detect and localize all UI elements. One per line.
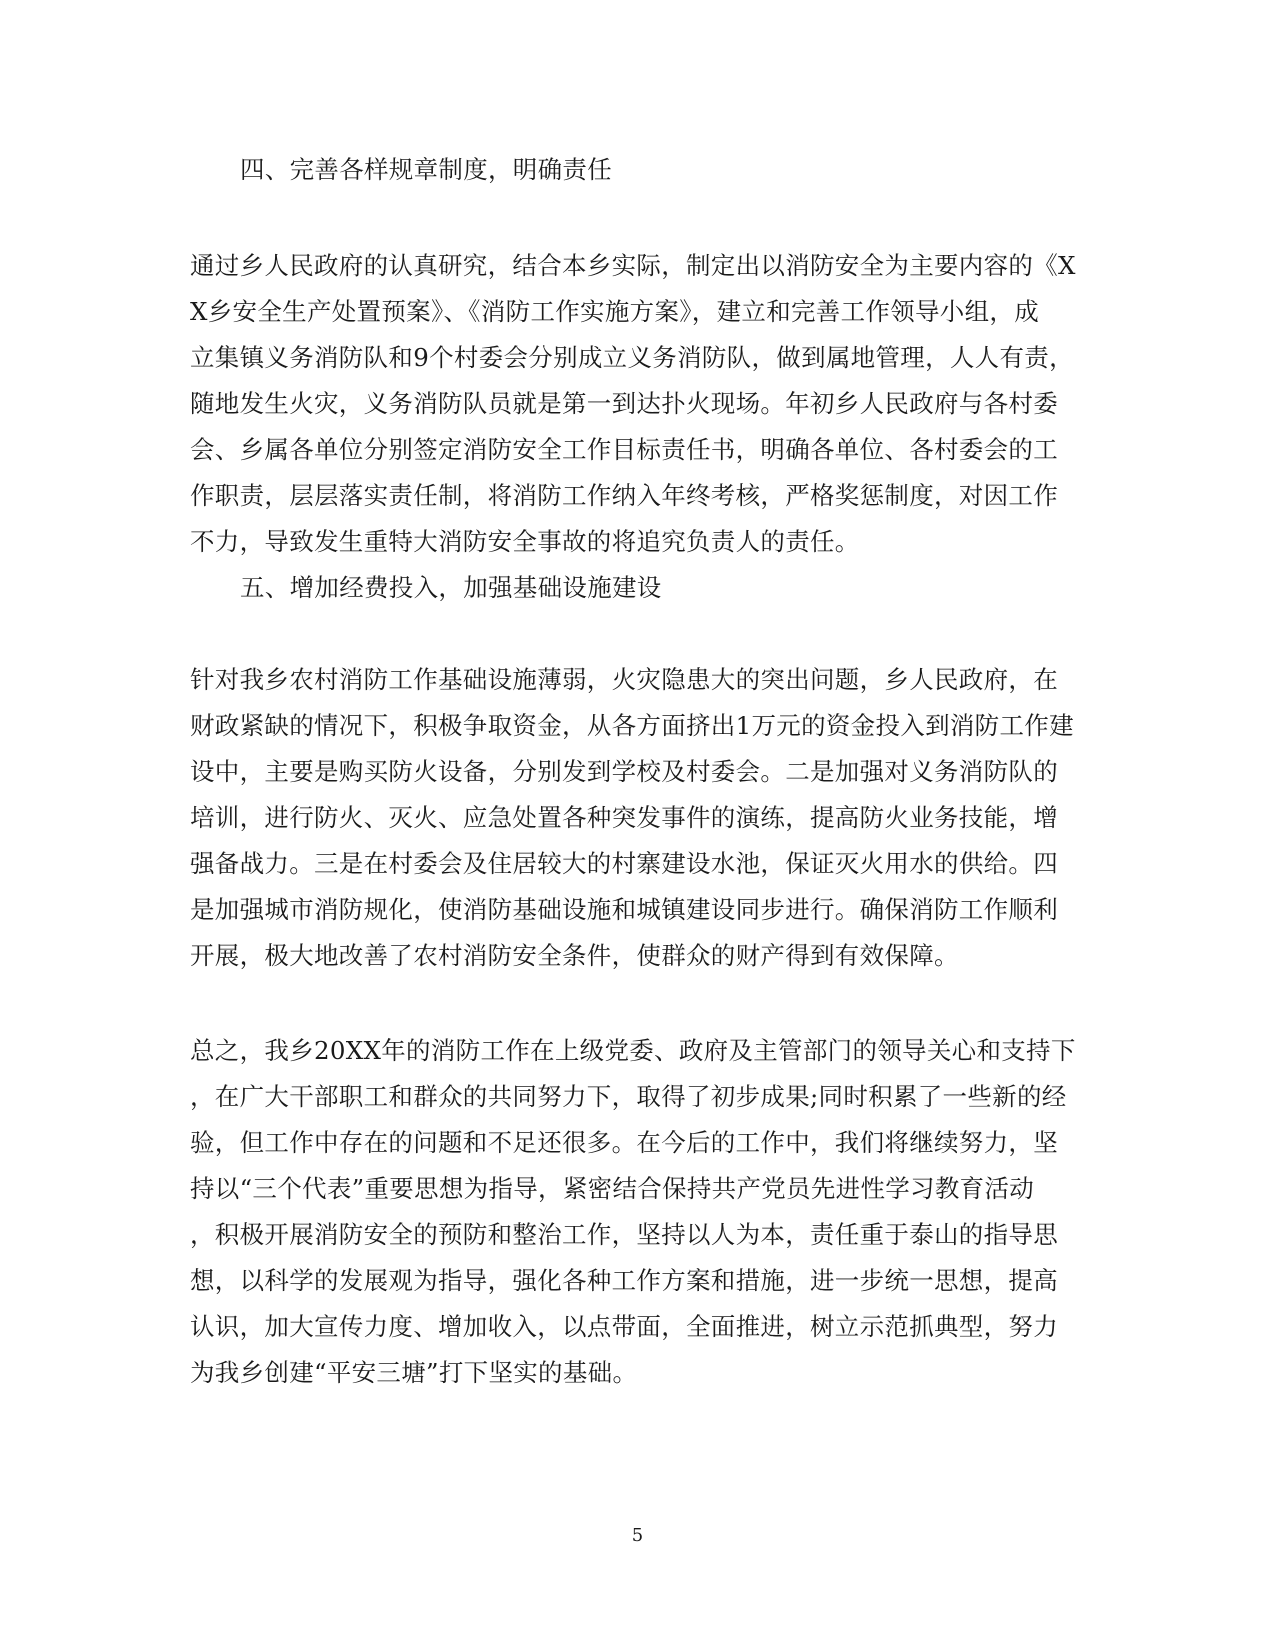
paragraph-line: 会、乡属各单位分别签定消防安全工作目标责任书，明确各单位、各村委会的工 bbox=[190, 435, 1058, 464]
page-number: 5 bbox=[631, 1525, 644, 1546]
paragraph-line: 随地发生火灾，义务消防队员就是第一到达扑火现场。年初乡人民政府与各村委 bbox=[190, 389, 1058, 418]
paragraph-line: 作职责，层层落实责任制，将消防工作纳入年终考核，严格奖惩制度，对因工作 bbox=[190, 481, 1058, 510]
paragraph-line: 强备战力。三是在村委会及住居较大的村寨建设水池，保证灭火用水的供给。四 bbox=[190, 849, 1058, 878]
paragraph-line: 验，但工作中存在的问题和不足还很多。在今后的工作中，我们将继续努力，坚 bbox=[190, 1128, 1058, 1157]
paragraph-line: ，在广大干部职工和群众的共同努力下，取得了初步成果;同时积累了一些新的经 bbox=[190, 1082, 1067, 1111]
paragraph-line: 总之，我乡20XX年的消防工作在上级党委、政府及主管部门的领导关心和支持下 bbox=[190, 1036, 1076, 1065]
section-heading-4: 四、完善各样规章制度，明确责任 bbox=[240, 155, 612, 184]
paragraph-line: 财政紧缺的情况下，积极争取资金，从各方面挤出1万元的资金投入到消防工作建 bbox=[190, 711, 1074, 740]
paragraph-line: 是加强城市消防规化，使消防基础设施和城镇建设同步进行。确保消防工作顺利 bbox=[190, 895, 1058, 924]
paragraph-line: X乡安全生产处置预案》、《消防工作实施方案》，建立和完善工作领导小组，成 bbox=[190, 297, 1039, 326]
paragraph-line: 培训，进行防火、灭火、应急处置各种突发事件的演练，提高防火业务技能，增 bbox=[190, 803, 1058, 832]
paragraph-line: 持以“三个代表”重要思想为指导，紧密结合保持共产党员先进性学习教育活动 bbox=[190, 1174, 1035, 1203]
paragraph-line: 设中，主要是购买防火设备，分别发到学校及村委会。二是加强对义务消防队的 bbox=[190, 757, 1058, 786]
paragraph-line: 认识，加大宣传力度、增加收入，以点带面，全面推进，树立示范抓典型，努力 bbox=[190, 1312, 1058, 1341]
paragraph-line: 不力，导致发生重特大消防安全事故的将追究负责人的责任。 bbox=[190, 527, 860, 556]
paragraph-line: 想，以科学的发展观为指导，强化各种工作方案和措施，进一步统一思想，提高 bbox=[190, 1266, 1058, 1295]
section-heading-5: 五、增加经费投入，加强基础设施建设 bbox=[240, 573, 662, 602]
paragraph-line: 立集镇义务消防队和9个村委会分别成立义务消防队，做到属地管理，人人有责， bbox=[190, 343, 1074, 372]
paragraph-line: 针对我乡农村消防工作基础设施薄弱，火灾隐患大的突出问题，乡人民政府，在 bbox=[190, 665, 1058, 694]
paragraph-line: 为我乡创建“平安三塘”打下坚实的基础。 bbox=[190, 1358, 638, 1387]
paragraph-line: 通过乡人民政府的认真研究，结合本乡实际，制定出以消防安全为主要内容的《X bbox=[190, 251, 1076, 280]
paragraph-line: ，积极开展消防安全的预防和整治工作，坚持以人为本，责任重于泰山的指导思 bbox=[190, 1220, 1058, 1249]
paragraph-line: 开展，极大地改善了农村消防安全条件，使群众的财产得到有效保障。 bbox=[190, 941, 959, 970]
